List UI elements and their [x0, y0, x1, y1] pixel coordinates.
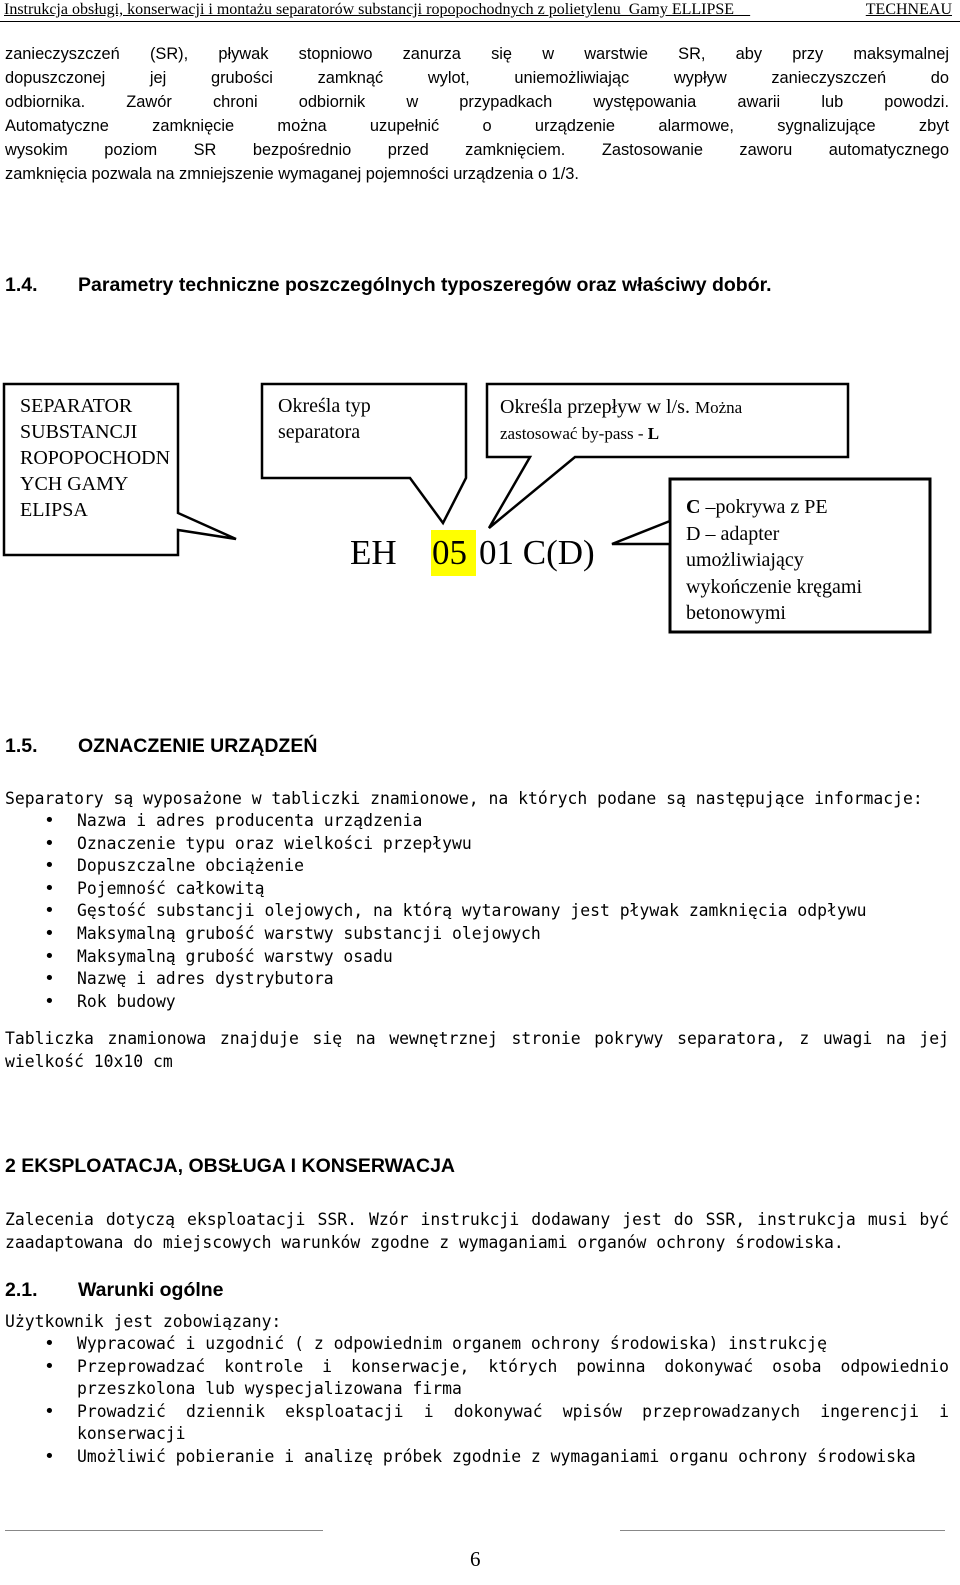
paragraph-line: zanieczyszczeń (SR), pływak stopniowo zanurza się w warstwie SR, aby przy maksymalnej — [5, 45, 949, 63]
bullet: • — [44, 832, 55, 854]
paragraph-line: odbiornika. Zawór chroni odbiornik w przypadkach występowania awarii lub powodzi. — [5, 93, 949, 111]
header-document-title: Instrukcja obsługi, konserwacji i montażu separatorów substancji ropopochodnych z polietylenu_Gamy ELLIPSE__ — [4, 1, 751, 18]
header-rule — [0, 21, 960, 22]
flow-rate-label: Określa przepływ w l/s. — [500, 396, 690, 418]
bullet: • — [44, 922, 55, 944]
paragraph-line: wielkość 10x10 cm — [5, 1052, 173, 1071]
list-item: • Prowadzić dziennik eksploatacji i dokonywać wpisów przeprowadzanych ingerencji i konserwacji — [44, 1400, 949, 1444]
page-number: 6 — [470, 1547, 481, 1571]
list-item: • Wypracować i uzgodnić ( z odpowiednim organem ochrony środowiska) instrukcję — [44, 1333, 827, 1354]
paragraph-line: Tabliczka znamionowa znajduje się na wewnętrznej stronie pokrywy separatora, z uwagi na jej — [5, 1029, 949, 1048]
bullet: • — [44, 1400, 55, 1422]
page-header — [0, 0, 960, 22]
nameplate-location-note — [5, 1027, 949, 1073]
paragraph-line: dopuszczonej jej grubości zamknąć wylot, uniemożliwiając wypływ zanieczyszczeń do — [5, 69, 949, 87]
section-number: 1.4. — [5, 274, 38, 296]
option-line: D – adapter — [686, 522, 780, 545]
list-item: • Umożliwić pobieranie i analizę próbek zgodnie z wymaganiami organu ochrony środowiska — [44, 1445, 916, 1467]
code-flow: 05 — [432, 533, 467, 572]
list-item: • Pojemność całkowitą — [44, 877, 265, 899]
bullet: • — [44, 968, 55, 990]
bullet: • — [44, 1355, 55, 1377]
code-type: EH — [350, 533, 397, 572]
list-item: • Maksymalną grubość warstwy substancji olejowych — [44, 922, 541, 944]
footer-rule-left — [5, 1530, 323, 1531]
paragraph-line: wysokim poziom SR bezpośrednio przed zamknięciem. Zastosowanie zaworu automatycznego — [5, 141, 949, 159]
bullet: • — [44, 990, 55, 1012]
bullet: • — [44, 1333, 55, 1354]
footer-rule-right — [620, 1530, 945, 1531]
list-item: • Nazwa i adres producenta urządzenia — [44, 810, 423, 831]
section-2-paragraph — [5, 1208, 949, 1254]
section-2-1-intro: Użytkownik jest zobowiązany: — [5, 1312, 282, 1331]
option-line: betonowymi — [686, 602, 786, 624]
list-item: • Gęstość substancji olejowych, na którą wytarowany jest pływak zamknięcia odpływu — [44, 900, 867, 922]
designation-code — [350, 531, 595, 575]
callout-left-line: SEPARATOR — [20, 395, 133, 417]
section-title: Parametry techniczne poszczególnych typoszeregów oraz właściwy dobór. — [78, 274, 772, 296]
callout-left-text — [20, 393, 170, 523]
list-item: • Oznaczenie typu oraz wielkości przepływu — [44, 832, 472, 854]
section-number: 2.1. — [5, 1279, 38, 1301]
cover-options-text — [686, 494, 862, 627]
paragraph-line: zamknięcia pozwala na zmniejszenie wymaganej pojemności urządzenia o 1/3. — [5, 165, 579, 183]
section-2-1-heading — [5, 1279, 224, 1302]
section-1-4-heading — [5, 274, 772, 297]
bullet: • — [44, 877, 55, 899]
nameplate-info-list — [5, 810, 949, 1013]
callout-middle-line: separatora — [278, 421, 361, 443]
bullet: • — [44, 1445, 55, 1467]
code-suffix: 01 C(D) — [479, 533, 595, 572]
callout-middle-text — [278, 393, 371, 445]
option-line: umożliwiający — [686, 549, 804, 571]
callout-left-line: ELIPSA — [20, 499, 88, 521]
callout-left-line: SUBSTANCJI — [20, 421, 138, 443]
list-item: • Dopuszczalne obciążenie — [44, 855, 304, 877]
section-title: OZNACZENIE URZĄDZEŃ — [78, 735, 318, 757]
bullet: • — [44, 855, 55, 877]
paragraph-line: Zalecenia dotyczą eksploatacji SSR. Wzór instrukcji dodawany jest do SSR, instrukcja musi być — [5, 1210, 949, 1229]
intro-paragraph — [5, 42, 949, 186]
section-number: 1.5. — [5, 735, 38, 757]
bullet: • — [44, 945, 55, 967]
section-1-5-heading — [5, 735, 318, 758]
section-1-5-intro: Separatory są wyposażone w tabliczki znamionowe, na których podane są następujące informacje: — [5, 789, 923, 808]
callout-left-line: YCH GAMY — [20, 473, 129, 495]
user-obligations-list — [5, 1333, 949, 1469]
header-company-name: TECHNEAU — [865, 1, 952, 18]
list-item: • Nazwę i adres dystrybutora — [44, 968, 334, 990]
flow-rate-label-cont: Można — [694, 398, 743, 417]
bullet: • — [44, 900, 55, 922]
callout-right-text — [500, 394, 742, 447]
option-c-code: C — [686, 496, 706, 518]
bypass-letter: L — [647, 424, 660, 443]
option-c-desc: –pokrywa z PE — [705, 496, 828, 518]
list-item: • Maksymalną grubość warstwy osadu — [44, 945, 393, 967]
section-2-heading: 2 EKSPLOATACJA, OBSŁUGA I KONSERWACJA — [5, 1155, 455, 1177]
bypass-label: zastosować by-pass - — [500, 424, 648, 443]
section-title: Warunki ogólne — [78, 1279, 224, 1301]
paragraph-line: zaadaptowana do miejscowych warunków zgodne z wymaganiami organów ochrony środowiska. — [5, 1233, 844, 1252]
list-item: • Przeprowadzać kontrole i konserwacje, których powinna dokonywać osoba odpowiednio przeszkolona lub wyspecjalizowana firma — [44, 1355, 949, 1399]
bullet: • — [44, 810, 55, 831]
callout-left-line: ROPOPOCHODN — [20, 447, 171, 469]
paragraph-line: Automatyczne zamknięcie można uzupełnić o urządzenie alarmowe, sygnalizujące zbyt — [5, 117, 949, 135]
callout-middle-line: Określa typ — [278, 395, 371, 417]
option-line: wykończenie kręgami — [686, 575, 863, 598]
list-item: • Rok budowy — [44, 990, 176, 1012]
